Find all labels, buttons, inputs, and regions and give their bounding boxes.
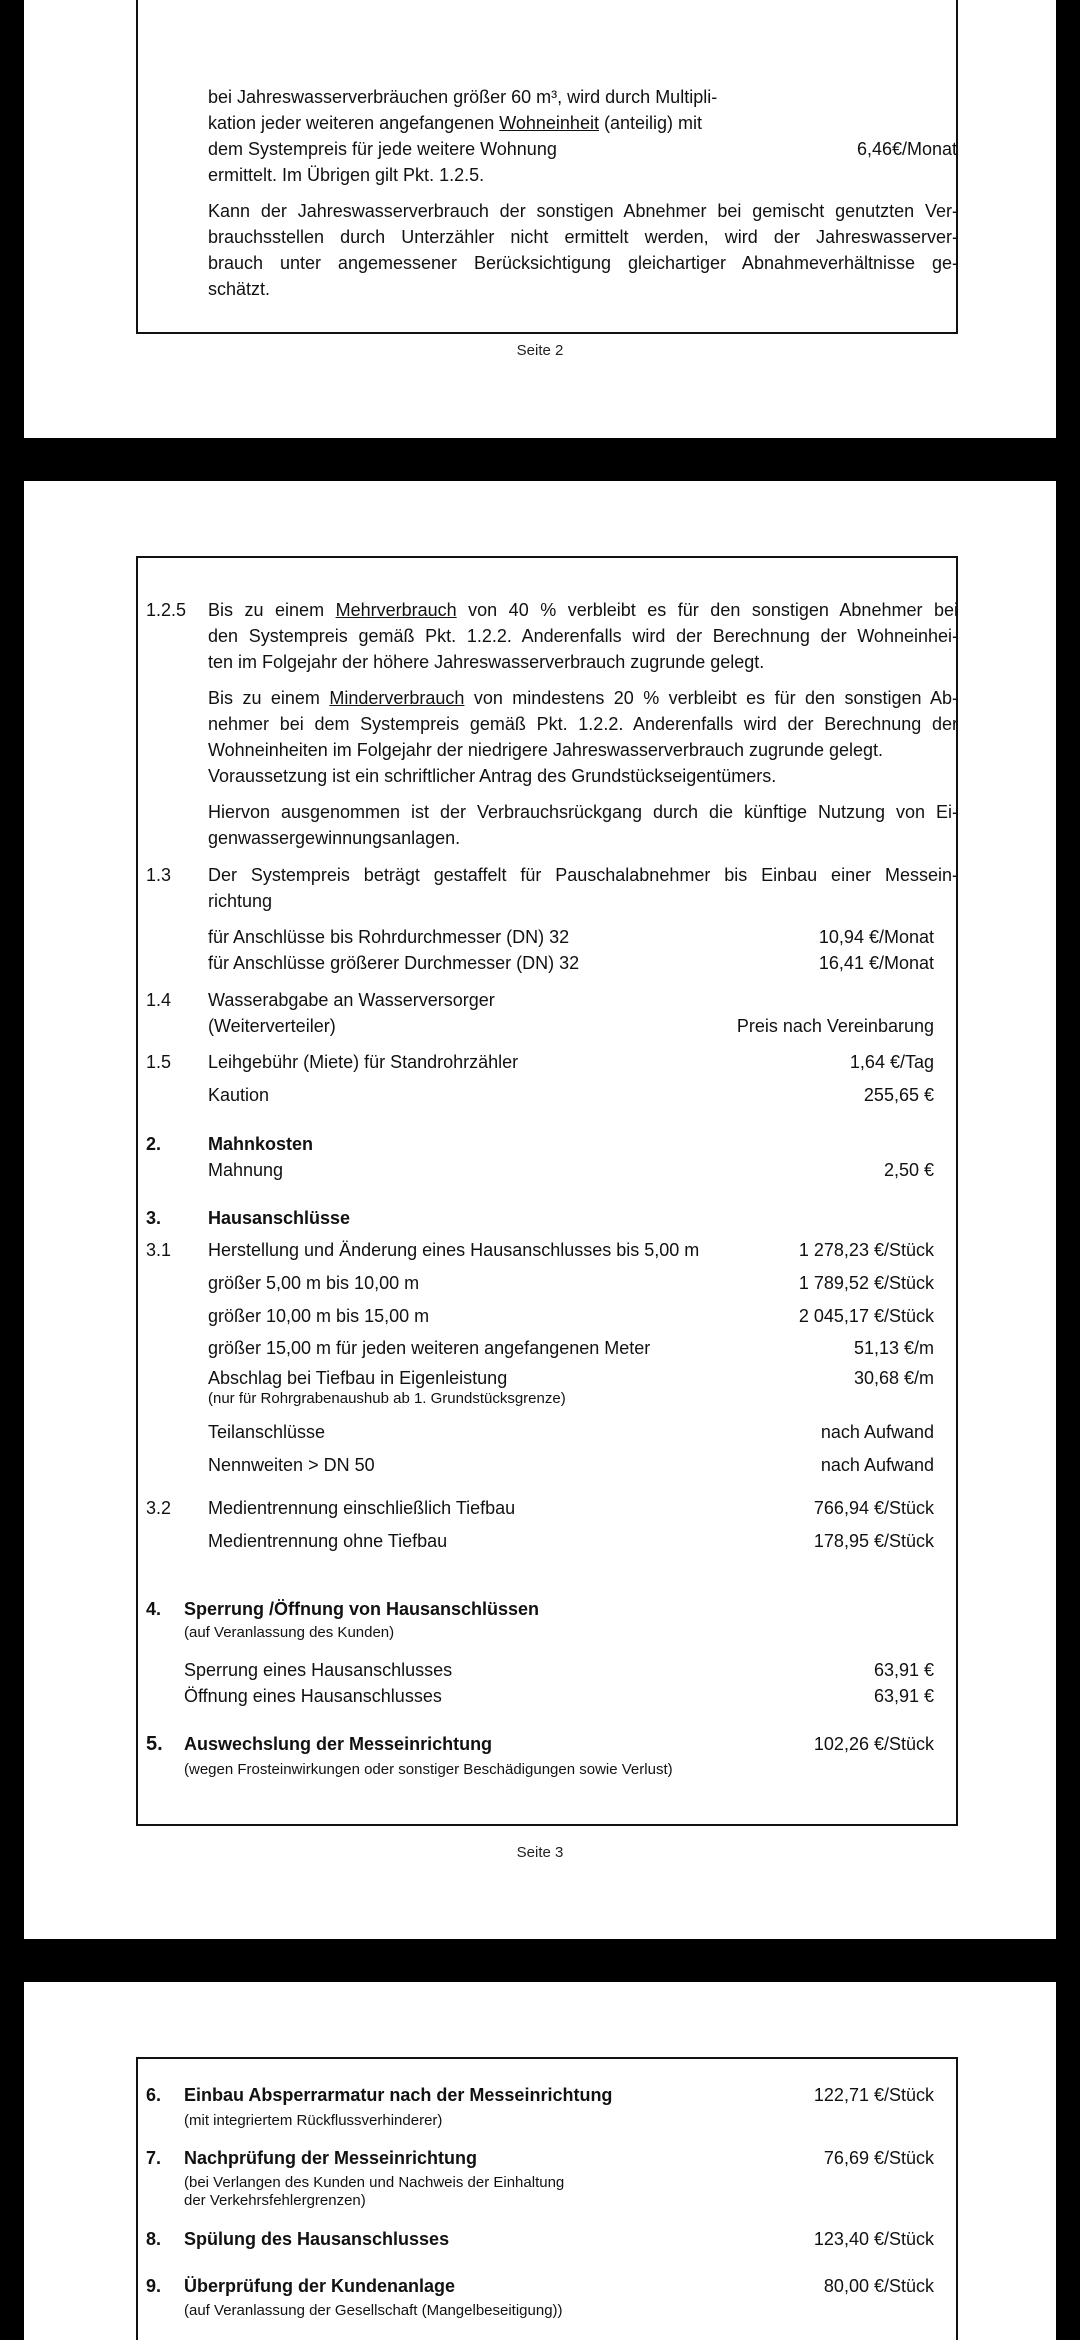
s13-row-2-price: 16,41 €/Monat xyxy=(818,953,934,973)
s31-row-5-price: 30,68 €/m xyxy=(853,1368,934,1388)
s125-p2-line-3: Wohneinheiten im Folgejahr der niedrigere Jahreswasserverbrauch zugrunde gelegt. xyxy=(208,740,884,760)
page-3 xyxy=(24,481,1056,1939)
p2-wohneinheit: Wohneinheit xyxy=(499,113,599,133)
s125-p3-line-2: genwassergewinnungsanlagen. xyxy=(208,828,461,848)
page-3-number: Seite 3 xyxy=(516,1844,564,1861)
item-6-price: 122,71 €/Stück xyxy=(813,2085,934,2105)
s2-title: Mahnkosten xyxy=(208,1134,314,1154)
item-7-price: 76,69 €/Stück xyxy=(823,2148,934,2168)
s125-p1-line-1 xyxy=(208,597,958,623)
s31-row-4-label: größer 15,00 m für jeden weiteren angefangenen Meter xyxy=(208,1338,651,1358)
s125-p3-line-1: Hiervon ausgenommen ist der Verbrauchsrückgang durch die künftige Nutzung von Ei- xyxy=(208,802,958,822)
s14-line-1: Wasserabgabe an Wasserversorger xyxy=(208,990,495,1010)
item-6-note: (mit integriertem Rückflussverhinderer) xyxy=(184,2112,443,2129)
s31-row-6-label: Teilanschlüsse xyxy=(208,1422,326,1442)
s31-row-7-price: nach Aufwand xyxy=(820,1455,934,1475)
s32-row-1-label: Medientrennung einschließlich Tiefbau xyxy=(208,1498,516,1518)
s4-row-2-label: Öffnung eines Hausanschlusses xyxy=(184,1686,442,1706)
p2-line-2c: (anteilig) mit xyxy=(598,113,702,133)
s15-price-2: 255,65 € xyxy=(863,1085,934,1105)
item-9-price: 80,00 €/Stück xyxy=(823,2276,934,2296)
s31-row-2-label: größer 5,00 m bis 10,00 m xyxy=(208,1273,420,1293)
s15-line-1: Leihgebühr (Miete) für Standrohrzähler xyxy=(208,1052,519,1072)
item-6-number: 6. xyxy=(146,2085,162,2105)
p2-line-4: ermittelt. Im Übrigen gilt Pkt. 1.2.5. xyxy=(208,165,485,185)
p2-line-3: dem Systempreis für jede weitere Wohnung xyxy=(208,139,557,159)
s4-note: (auf Veranlassung des Kunden) xyxy=(184,1624,395,1641)
s14-number: 1.4 xyxy=(146,990,172,1010)
page-2 xyxy=(24,0,1056,438)
s15-line-2: Kaution xyxy=(208,1085,270,1105)
s5-title: Auswechslung der Messeinrichtung xyxy=(184,1734,493,1754)
s5-note: (wegen Frosteinwirkungen oder sonstiger Beschädigungen sowie Verlust) xyxy=(184,1761,673,1778)
s31-row-1-price: 1 278,23 €/Stück xyxy=(798,1240,934,1260)
s125-p1-post: von 40 % verbleibt es für den sonstigen Abnehmer bei xyxy=(456,600,958,620)
s31-number: 3.1 xyxy=(146,1240,172,1260)
s125-p1-pre: Bis zu einem xyxy=(208,600,336,620)
s125-p2-line-1 xyxy=(208,685,958,711)
s125-number: 1.2.5 xyxy=(146,600,187,620)
s13-line-1: Der Systempreis beträgt gestaffelt für Pauschalabnehmer bis Einbau einer Messein- xyxy=(208,865,958,885)
s14-line-2: (Weiterverteiler) xyxy=(208,1016,336,1036)
s125-p2-line-2: nehmer bei dem Systempreis gemäß Pkt. 1.2.2. Anderenfalls wird der Berechnung der xyxy=(208,714,958,734)
s31-row-3-price: 2 045,17 €/Stück xyxy=(798,1306,934,1326)
page-4 xyxy=(24,1982,1056,2340)
page-2-number: Seite 2 xyxy=(516,342,564,359)
item-8-title: Spülung des Hausanschlusses xyxy=(184,2229,450,2249)
item-7-number: 7. xyxy=(146,2148,162,2168)
s2-line-1: Mahnung xyxy=(208,1160,284,1180)
s4-number: 4. xyxy=(146,1599,162,1619)
s31-row-4-price: 51,13 €/m xyxy=(853,1338,934,1358)
s31-row-7-label: Nennweiten > DN 50 xyxy=(208,1455,375,1475)
s13-number: 1.3 xyxy=(146,865,172,885)
s125-p1-line-2: den Systempreis gemäß Pkt. 1.2.2. Anderenfalls wird der Berechnung der Wohneinhei- xyxy=(208,626,958,646)
s13-row-1-price: 10,94 €/Monat xyxy=(818,927,934,947)
item-9-note: (auf Veranlassung der Gesellschaft (Mangelbeseitigung)) xyxy=(184,2302,563,2319)
s14-price: Preis nach Vereinbarung xyxy=(736,1016,934,1036)
s4-row-1-price: 63,91 € xyxy=(873,1660,934,1680)
p2-line-1: bei Jahreswasserverbräuchen größer 60 m³, wird durch Multipli- xyxy=(208,87,718,107)
s3-number: 3. xyxy=(146,1208,162,1228)
s13-line-2: richtung xyxy=(208,891,273,911)
p2-para2-line-1: Kann der Jahreswasserverbrauch der sonstigen Abnehmer bei gemischt genutzten Ver- xyxy=(208,201,958,221)
s3-title: Hausanschlüsse xyxy=(208,1208,351,1228)
s31-row-6-price: nach Aufwand xyxy=(820,1422,934,1442)
s125-p1-line-3: ten im Folgejahr der höhere Jahreswasserverbrauch zugrunde gelegt. xyxy=(208,652,765,672)
p2-line-2 xyxy=(208,110,702,136)
s32-row-2-label: Medientrennung ohne Tiefbau xyxy=(208,1531,448,1551)
item-9-title: Überprüfung der Kundenanlage xyxy=(184,2276,456,2296)
item-8-price: 123,40 €/Stück xyxy=(813,2229,934,2249)
p2-unit: €/Monat xyxy=(892,139,958,159)
s4-title: Sperrung /Öffnung von Hausanschlüssen xyxy=(184,1599,540,1619)
s31-row-2-price: 1 789,52 €/Stück xyxy=(798,1273,934,1293)
s13-row-2-label: für Anschlüsse größerer Durchmesser (DN) 32 xyxy=(208,953,580,973)
p2-para2-line-3: brauch unter angemessener Berücksichtigung gleichartiger Abnahmeverhältnisse ge- xyxy=(208,253,958,273)
s31-row-1-label: Herstellung und Änderung eines Hausanschlusses bis 5,00 m xyxy=(208,1240,700,1260)
s125-p2-line-4: Voraussetzung ist ein schriftlicher Antrag des Grundstückseigentümers. xyxy=(208,766,777,786)
p2-para2-line-2: brauchsstellen durch Unterzähler nicht ermittelt werden, wird der Jahreswasserver- xyxy=(208,227,958,247)
s31-note: (nur für Rohrgrabenaushub ab 1. Grundstücksgrenze) xyxy=(208,1390,566,1407)
s32-row-1-price: 766,94 €/Stück xyxy=(813,1498,934,1518)
p2-line-2a: kation jeder weiteren angefangenen xyxy=(208,113,500,133)
item-9-number: 9. xyxy=(146,2276,162,2296)
s125-mehrverbrauch: Mehrverbrauch xyxy=(335,600,457,620)
p2-para2-line-4: schätzt. xyxy=(208,279,271,299)
s4-row-1-label: Sperrung eines Hausanschlusses xyxy=(184,1660,453,1680)
s32-row-2-price: 178,95 €/Stück xyxy=(813,1531,934,1551)
p2-price: 6,46 xyxy=(856,139,892,159)
item-6-title: Einbau Absperrarmatur nach der Messeinrichtung xyxy=(184,2085,613,2105)
s15-price-1: 1,64 €/Tag xyxy=(849,1052,934,1072)
s125-minderverbrauch: Minderverbrauch xyxy=(329,688,465,708)
s32-number: 3.2 xyxy=(146,1498,172,1518)
item-8-number: 8. xyxy=(146,2229,162,2249)
s2-price: 2,50 € xyxy=(883,1160,934,1180)
s13-row-1-label: für Anschlüsse bis Rohrdurchmesser (DN) 32 xyxy=(208,927,570,947)
s15-number: 1.5 xyxy=(146,1052,172,1072)
item-7-note-2: der Verkehrsfehlergrenzen) xyxy=(184,2192,366,2209)
s4-row-2-price: 63,91 € xyxy=(873,1686,934,1706)
item-7-note-1: (bei Verlangen des Kunden und Nachweis der Einhaltung xyxy=(184,2174,565,2191)
s31-row-5-label: Abschlag bei Tiefbau in Eigenleistung xyxy=(208,1368,508,1388)
s125-p2-post: von mindestens 20 % verbleibt es für den sonstigen Ab- xyxy=(464,688,958,708)
s5-price: 102,26 €/Stück xyxy=(813,1734,934,1754)
s125-p2-pre: Bis zu einem xyxy=(208,688,330,708)
item-7-title: Nachprüfung der Messeinrichtung xyxy=(184,2148,478,2168)
s5-number: 5. xyxy=(146,1733,163,1755)
s31-row-3-label: größer 10,00 m bis 15,00 m xyxy=(208,1306,430,1326)
s2-number: 2. xyxy=(146,1134,162,1154)
